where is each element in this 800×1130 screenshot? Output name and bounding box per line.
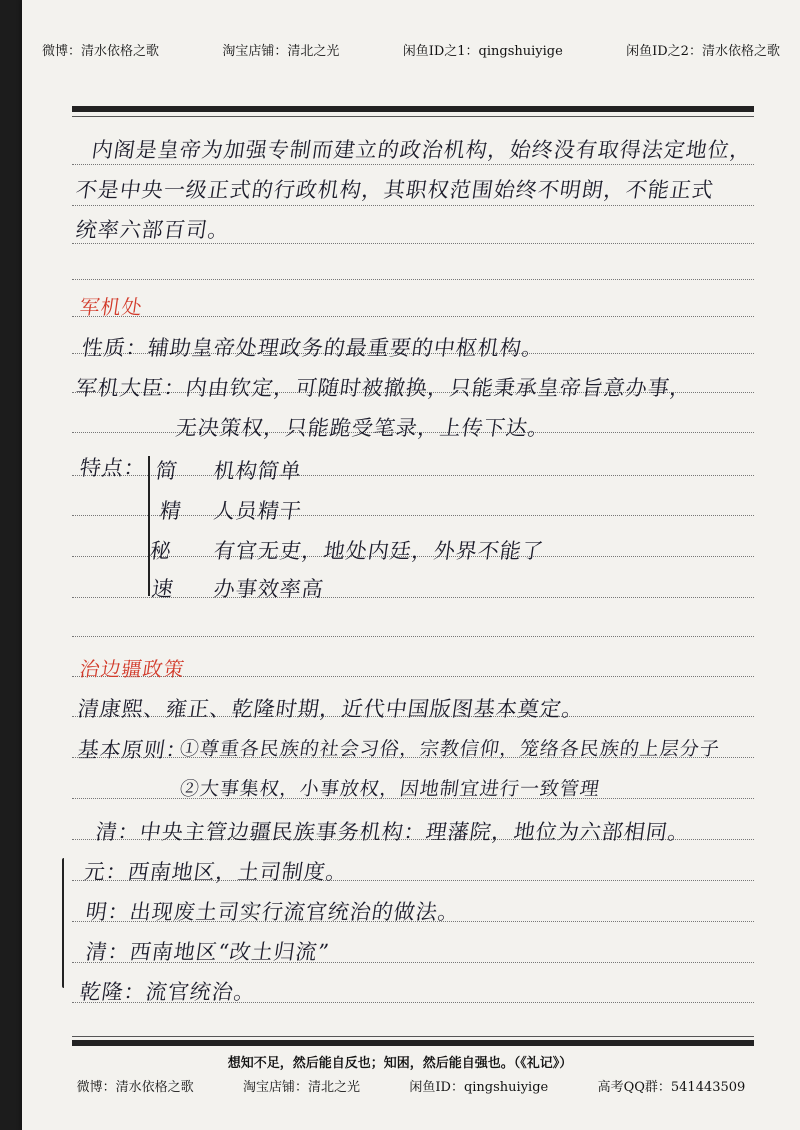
top-rule-thin xyxy=(72,116,754,117)
section-title-junjichu: 军机处 xyxy=(78,295,145,319)
page-header xyxy=(22,40,800,59)
ruled-line xyxy=(72,164,754,165)
ruled-line xyxy=(72,636,754,637)
bottom-rule xyxy=(72,1040,754,1046)
qing-frontier-line: 清：中央主管边疆民族事务机构：理藩院，地位为六部相同。 xyxy=(94,820,692,844)
dynasty-brace xyxy=(62,858,64,988)
bottom-rule-thin xyxy=(72,1036,754,1037)
footer-xianyu: 闲鱼ID：qingshuiyige xyxy=(409,1080,549,1095)
minister-line-1: 军机大臣：内由钦定，可随时被撤换，只能秉承皇帝旨意办事， xyxy=(74,376,694,400)
intro-line-2: 不是中央一级正式的行政机构，其职权范围始终不明朗，不能正式 xyxy=(74,178,716,202)
features-brace xyxy=(148,456,150,596)
qianlong-line: 乾隆：流官统治。 xyxy=(78,980,258,1004)
top-rule xyxy=(72,106,754,112)
features-label: 特点： xyxy=(78,456,148,480)
header-weibo: 微博：清水依格之歌 xyxy=(42,44,160,59)
ming-line: 明：出现废土司实行流官统治的做法。 xyxy=(84,900,462,924)
page-footer xyxy=(22,1076,800,1095)
yuan-line: 元：西南地区，土司制度。 xyxy=(82,860,350,884)
feature-3-key: 秘 xyxy=(148,539,174,563)
ruled-line xyxy=(72,205,754,206)
qing-gaitu-line: 清：西南地区“改土归流” xyxy=(84,940,332,964)
header-xianyu1: 闲鱼ID之1：qingshuiyige xyxy=(402,44,563,59)
feature-1-key: 简 xyxy=(154,459,180,483)
principle-1: ①尊重各民族的社会习俗，宗教信仰，笼络各民族的上层分子 xyxy=(178,738,722,760)
footer-qq: 高考QQ群：541443509 xyxy=(597,1080,746,1095)
feature-2-key: 精 xyxy=(158,499,184,523)
feature-1-text: 机构简单 xyxy=(212,459,304,483)
principle-2: ②大事集权，小事放权，因地制宜进行一致管理 xyxy=(178,778,602,800)
minister-line-2: 无决策权，只能跪受笔录，上传下达。 xyxy=(174,416,552,440)
nature-line: 性质：辅助皇帝处理政务的最重要的中枢机构。 xyxy=(80,336,546,360)
footer-quote: 想知不足，然后能自反也；知困，然后能自强也。（《礼记》） xyxy=(227,1056,573,1071)
header-taobao: 淘宝店铺：清北之光 xyxy=(222,44,340,59)
intro-line-3: 统率六部百司。 xyxy=(74,218,232,242)
header-xianyu2: 闲鱼ID之2：清水依格之歌 xyxy=(626,44,780,59)
ruled-line xyxy=(72,597,754,598)
feature-4-key: 速 xyxy=(150,577,176,601)
footer-weibo: 微博：清水依格之歌 xyxy=(76,1080,194,1095)
feature-3-text: 有官无吏，地处内廷，外界不能了 xyxy=(212,539,546,563)
ruled-line xyxy=(72,316,754,317)
intro-line-1: 内阁是皇帝为加强专制而建立的政治机构，始终没有取得法定地位， xyxy=(90,138,754,162)
feature-2-text: 人员精干 xyxy=(212,499,304,523)
footer-taobao: 淘宝店铺：清北之光 xyxy=(243,1080,361,1095)
feature-4-text: 办事效率高 xyxy=(212,577,326,601)
principle-label: 基本原则： xyxy=(76,738,190,762)
qing-period-line: 清康熙、雍正、乾隆时期，近代中国版图基本奠定。 xyxy=(76,697,586,721)
section-title-frontier: 治边疆政策 xyxy=(78,657,187,681)
ruled-line xyxy=(72,279,754,280)
